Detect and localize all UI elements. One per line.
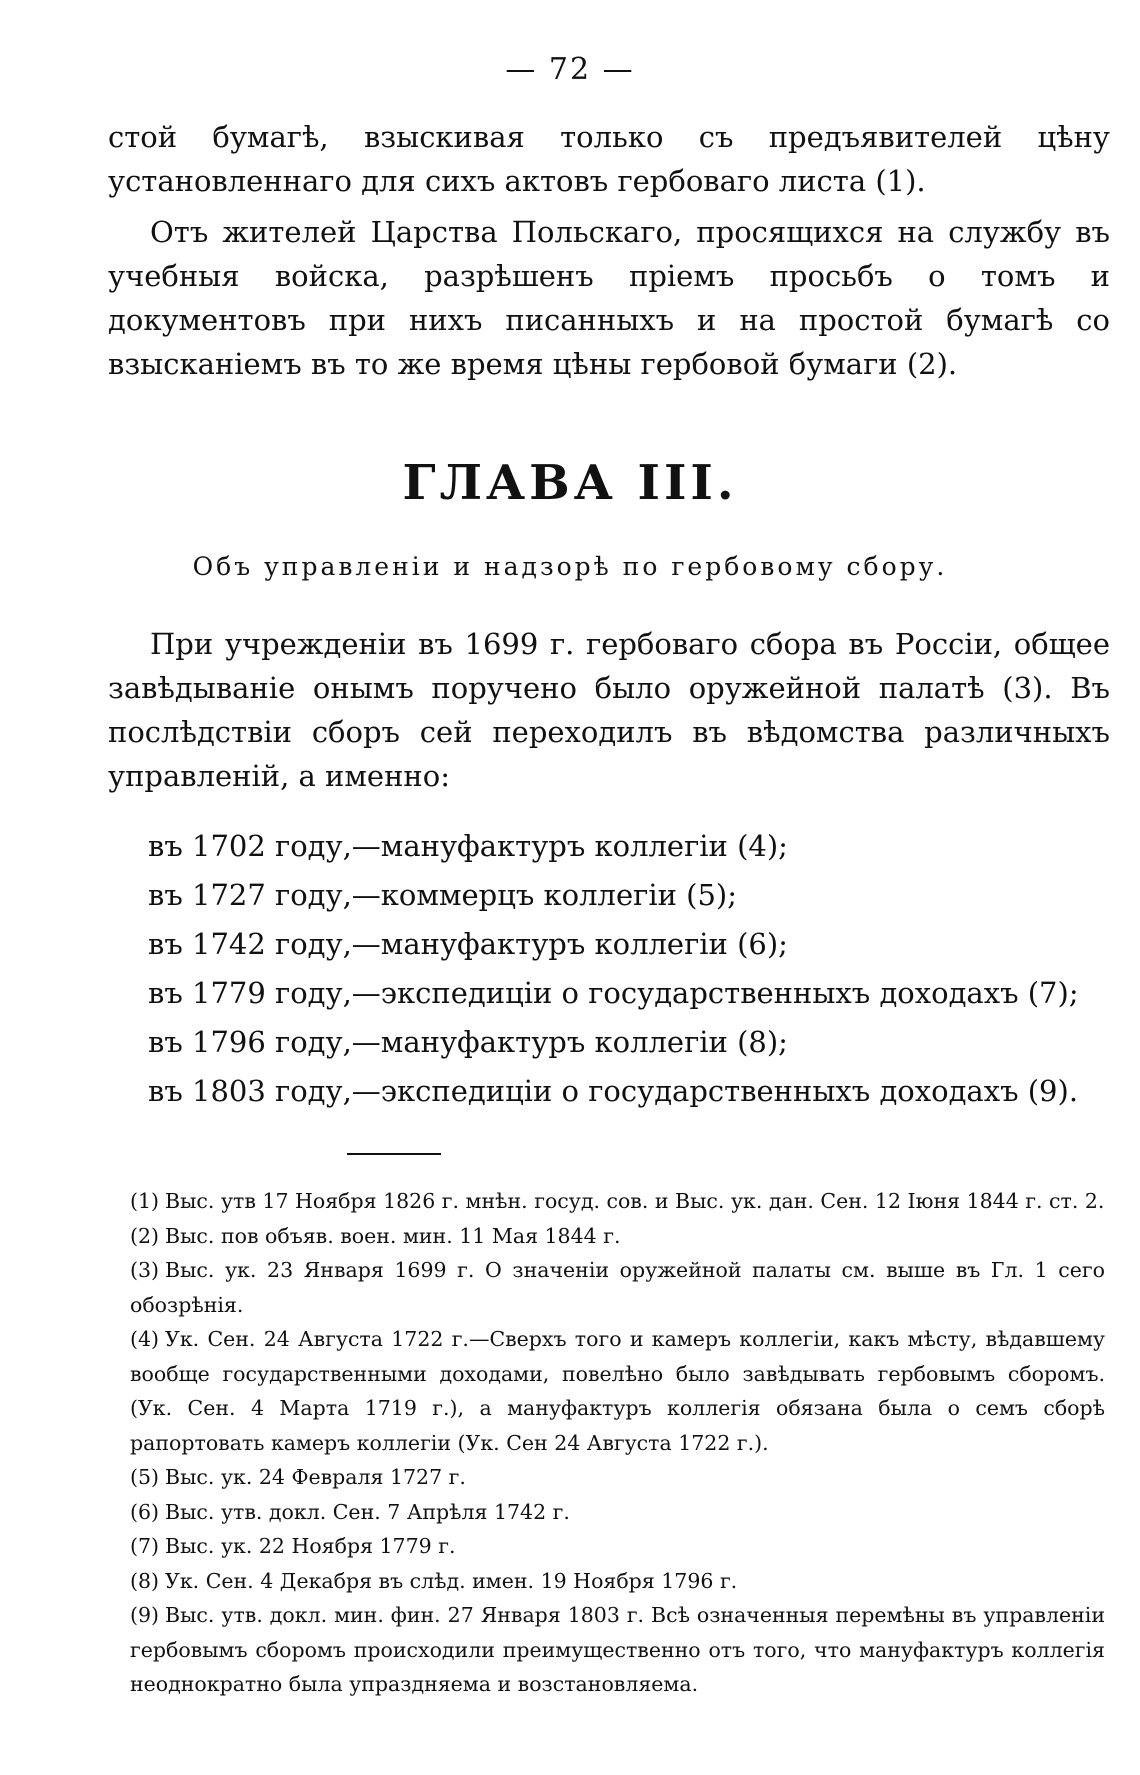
footnote — [130, 1219, 1105, 1254]
footnote-number: (4) — [130, 1327, 160, 1351]
footnote-divider — [347, 1153, 441, 1155]
footnote-number: (9) — [130, 1603, 160, 1627]
footnote-number: (1) — [130, 1189, 160, 1213]
footnote-text: Ук. Сен. 4 Декабря въ слѣд. имен. 19 Ноября 1796 г. — [165, 1568, 738, 1593]
paragraph-text: Отъ жителей Царства Польскаго, просящихся на службу въ учебныя войска, разрѣшенъ пріемъ просьбъ о томъ и документовъ при нихъ писанныхъ и на простой бумагѣ со взысканіемъ въ то же время цѣны гербовой бумаги (2). — [108, 215, 1110, 381]
chapter-subtitle: Объ управленіи и надзорѣ по гербовому сбору. — [192, 552, 948, 581]
paragraph — [108, 210, 1110, 386]
list-item: въ 1702 году,—мануфактуръ коллегіи (4); — [148, 829, 788, 863]
chapter-title: ГЛАВА III. — [402, 455, 738, 511]
footnote-number: (7) — [130, 1534, 160, 1558]
list-item: въ 1727 году,—коммерцъ коллегіи (5); — [148, 878, 738, 912]
footnotes — [130, 1184, 1105, 1702]
footnote-text: Выс. утв 17 Ноября 1826 г. мнѣн. госуд. сов. и Выс. ук. дан. Сен. 12 Іюня 1844 г. ст. 2. — [165, 1189, 1105, 1213]
footnote — [130, 1253, 1105, 1322]
continuation-paragraph — [108, 115, 1110, 203]
footnote-number: (6) — [130, 1499, 160, 1524]
footnote-text: Выс. утв. докл. мин. фин. 27 Января 1803 г. Всѣ означенныя перемѣны въ управленіи гербовымъ сборомъ происходили преимущественно отъ того, что мануфактуръ коллегія неоднократно была упраздняема и возстановляема. — [130, 1603, 1105, 1696]
footnote — [130, 1529, 1105, 1564]
footnote — [130, 1598, 1105, 1702]
list-item: въ 1779 году,—экспедиціи о государственныхъ доходахъ (7); — [148, 976, 1079, 1010]
page-number: — 72 — — [505, 52, 635, 87]
footnote-number: (5) — [130, 1465, 160, 1489]
footnote-text: Выс. пов объяв. воен. мин. 11 Мая 1844 г. — [165, 1223, 621, 1248]
footnote-text: Выс. ук. 22 Ноября 1779 г. — [165, 1534, 456, 1558]
footnote — [130, 1322, 1105, 1460]
footnote-text: Выс. ук. 24 Февраля 1727 г. — [165, 1465, 466, 1489]
footnote — [130, 1564, 1105, 1599]
footnote-number: (2) — [130, 1223, 160, 1248]
footnote — [130, 1460, 1105, 1495]
footnote — [130, 1495, 1105, 1530]
jurisdiction-list — [148, 822, 1108, 1116]
footnote-number: (8) — [130, 1568, 160, 1593]
paragraph-text: стой бумагѣ, взыскивая только съ предъявителей цѣну установленнаго для сихъ актовъ гербоваго листа (1). — [108, 120, 1110, 198]
list-item: въ 1742 году,—мануфактуръ коллегіи (6); — [148, 927, 788, 961]
footnote-number: (3) — [130, 1258, 160, 1282]
footnote-text: Выс. утв. докл. Сен. 7 Апрѣля 1742 г. — [165, 1499, 570, 1524]
list-item: въ 1796 году,—мануфактуръ коллегіи (8); — [148, 1025, 788, 1059]
intro-paragraph — [108, 622, 1110, 798]
paragraph-text: При учрежденіи въ 1699 г. гербоваго сбора въ Россіи, общее завѣдываніе онымъ поручено было оружейной палатѣ (3). Въ послѣдствіи сборъ сей переходилъ въ вѣдомства различныхъ управленій, а именно: — [108, 627, 1110, 793]
footnote — [130, 1184, 1105, 1219]
footnote-text: Ук. Сен. 24 Августа 1722 г.—Сверхъ того и камеръ коллегіи, какъ мѣсту, вѣдавшему вообще государственными доходами, повелѣно было завѣдывать гербовымъ сборомъ. (Ук. Сен. 4 Марта 1719 г.), а мануфактуръ коллегія обязана была о семъ сборѣ рапортовать камеръ коллегіи (Ук. Сен 24 Августа 1722 г.). — [130, 1327, 1105, 1455]
list-item: въ 1803 году,—экспедиціи о государственныхъ доходахъ (9). — [148, 1074, 1079, 1108]
footnote-text: Выс. ук. 23 Января 1699 г. О значеніи оружейной палаты см. выше въ Гл. 1 сего обозрѣнія. — [130, 1258, 1105, 1317]
